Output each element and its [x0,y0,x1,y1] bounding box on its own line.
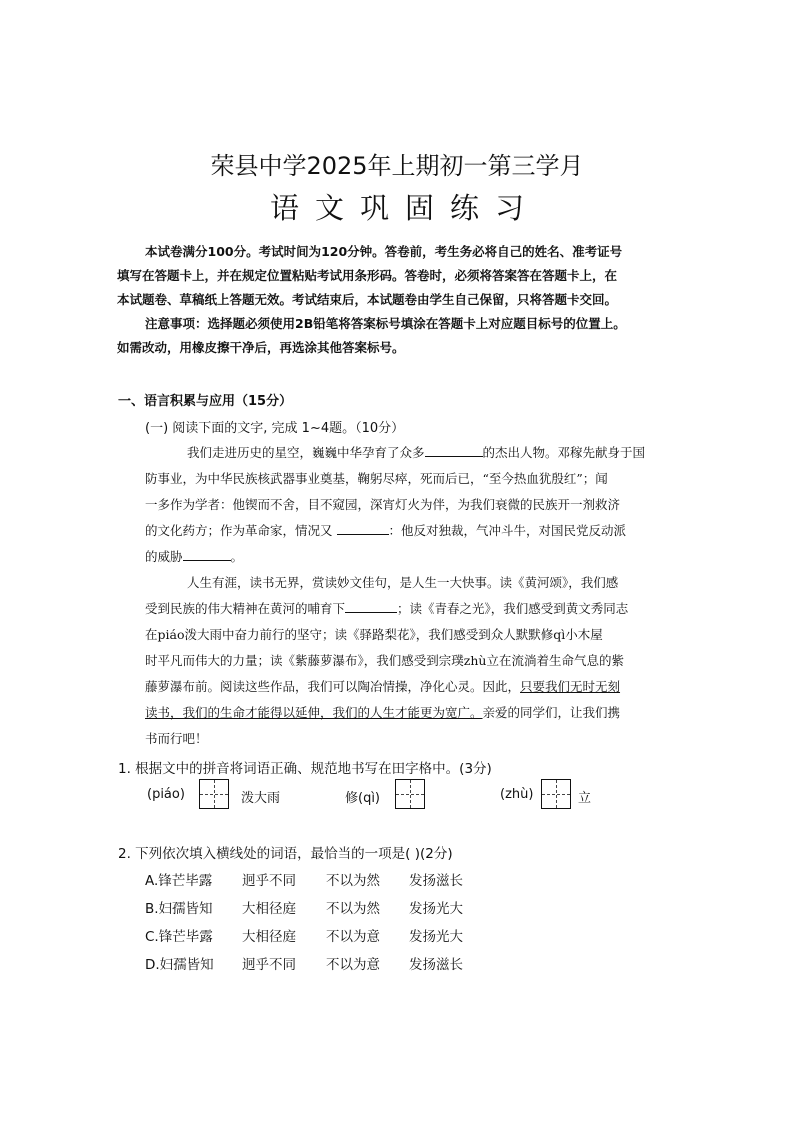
passage-text: ；读《青春之光》，我们感受到黄文秀同志 [397,601,629,616]
q1-item3-suffix: 立 [578,791,592,806]
fill-blank-3 [183,548,231,561]
intro-line-5: 如需改动，用橡皮擦干净后，再选涂其他答案标号。 [117,340,405,355]
q2-option-c-word3: 不以为意 [326,929,380,945]
passage-text: 亲爱的同学们，让我们携 [482,705,621,720]
passage-text: 的杰出人物。邓稼先献身于国 [482,445,646,460]
passage-line: 一多作为学者：他锲而不舍，目不窥园，深宵灯火为伴，为我们衰微的民族开一剂救济 [145,497,621,512]
fill-blank-2 [337,522,389,535]
q1-item2-prefix: 修(qì) [345,791,381,806]
q2-option-c[interactable]: C.锋芒毕露 [145,929,213,945]
q2-option-b-word3: 不以为然 [326,901,380,917]
underlined-sentence: 读书，我们的生命才能得以延伸，我们的人生才能更为宽广。 [145,705,483,720]
q1-item1-suffix: 泼大雨 [241,791,281,806]
passage-line [145,677,620,695]
q2-option-b-word2: 大相径庭 [242,901,296,917]
q1-item1-pinyin: (piáo) [147,787,185,802]
fill-blank-4 [345,600,397,613]
passage-line [145,703,620,721]
passage-line: 在piáo泼大雨中奋力前行的坚守；读《驿路梨花》，我们感受到众人默默修qì小木屋 [145,627,603,642]
tianzige-box[interactable] [541,779,571,809]
exam-title-line1: 荣县中学2025年上期初一第三学月 [210,152,584,180]
passage-line [187,443,645,461]
underlined-sentence: 只要我们无时无刻 [520,679,621,694]
q2-option-b-word4: 发扬光大 [409,901,463,917]
passage-text: 我们走进历史的星空，巍巍中华孕育了众多 [187,445,425,460]
tianzige-box[interactable] [199,779,229,809]
passage-line: 时平凡而伟大的力量；读《紫藤萝瀑布》，我们感受到宗璞zhù立在流淌着生命气息的紫 [145,653,624,668]
q2-option-a-word3: 不以为然 [326,873,380,889]
passage-line: 人生有涯，读书无界，赏读妙文佳句，是人生一大快事。读《黄河颂》，我们感 [187,575,619,590]
passage-line [145,521,626,539]
passage-text: 的威胁 [145,549,183,564]
q2-option-d-word2: 迥乎不同 [242,957,296,973]
fill-blank-1 [425,444,483,457]
passage-line [145,547,243,565]
section-subheading: (一) 阅读下面的文字, 完成 1~4题。（10分） [145,421,405,436]
passage-text: 受到民族的伟大精神在黄河的哺育下 [145,601,346,616]
q2-option-a-word2: 迥乎不同 [242,873,296,889]
question-2-stem: 2. 下列依次填入横线处的词语，最恰当的一项是( )(2分) [118,846,453,862]
intro-line-3: 本试题卷、草稿纸上答题无效。考试结束后，本试题卷由学生自己保留，只将答题卡交回。 [117,292,618,307]
q2-option-d-word3: 不以为意 [326,957,380,973]
passage-line [145,599,628,617]
passage-text: ：他反对独裁，气冲斗牛，对国民党反动派 [388,523,627,538]
q2-option-c-word2: 大相径庭 [242,929,296,945]
passage-text: 藤萝瀑布前。阅读这些作品，我们可以陶冶情操，净化心灵。因此， [145,679,521,694]
tianzige-box[interactable] [395,779,425,809]
q2-option-a-word4: 发扬滋长 [409,873,463,889]
intro-line-1: 本试卷满分100分。考试时间为120分钟。答卷前，考生务必将自己的姓名、准考证号 [145,244,623,259]
intro-line-4: 注意事项：选择题必须使用2B铅笔将答案标号填涂在答题卡上对应题目标号的位置上。 [145,316,626,331]
q2-option-c-word4: 发扬光大 [409,929,463,945]
question-1-stem: 1. 根据文中的拼音将词语正确、规范地书写在田字格中。(3分) [118,761,492,777]
passage-text: 。 [230,549,244,564]
passage-line: 防事业，为中华民族核武器事业奠基，鞠躬尽瘁，死而后已，“至今热血犹殷红”；闻 [145,471,608,486]
q2-option-a[interactable]: A.锋芒毕露 [145,873,213,889]
section-heading: 一、语言积累与应用（15分） [118,394,293,409]
q1-item3-pinyin: (zhù) [500,787,534,802]
q2-option-d[interactable]: D.妇孺皆知 [145,957,214,973]
q2-option-b[interactable]: B.妇孺皆知 [145,901,213,917]
q2-option-d-word4: 发扬滋长 [409,957,463,973]
passage-line: 书而行吧！ [145,731,208,746]
exam-title-line2: 语文巩固练习 [269,191,540,225]
passage-text: 的文化药方；作为革命家，情况又 [145,523,333,538]
intro-line-2: 填写在答题卡上，并在规定位置粘贴考试用条形码。答卷时，必须将答案答在答题卡上，在 [117,268,618,283]
